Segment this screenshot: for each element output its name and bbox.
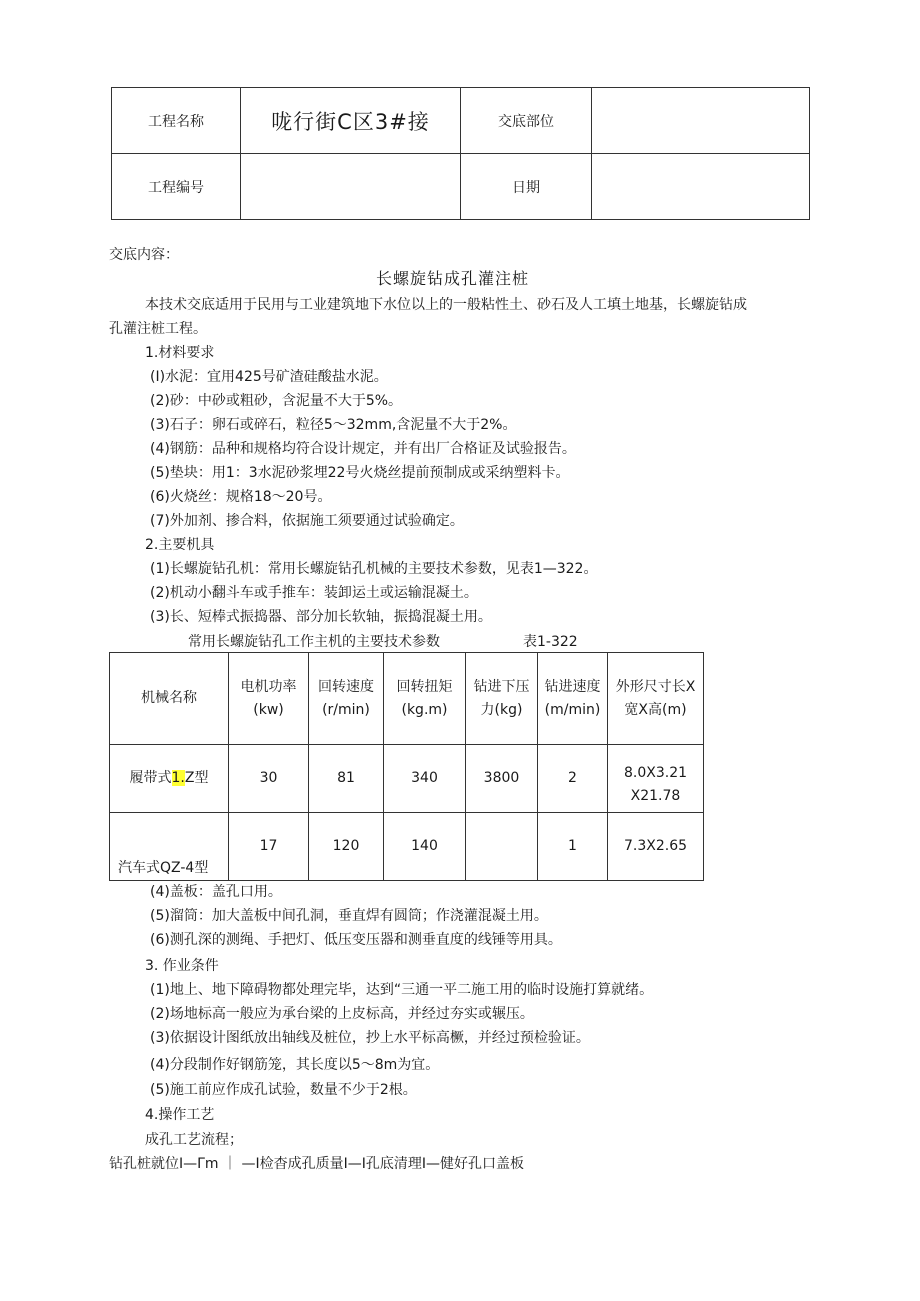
- cell-dims-line: X21.78: [630, 787, 681, 804]
- col-header-pressure: [466, 653, 538, 745]
- table-number: 表1-322: [523, 634, 578, 650]
- col-header-text: 外形尺寸长X: [615, 678, 696, 695]
- section-3-item: (3)依据设计图纸放出轴线及桩位，抄上水平标高橛，并经过预检验证。: [150, 1030, 590, 1046]
- col-header-dims: [608, 653, 704, 745]
- section-3-item: (1)地上、地下障碍物都处理完毕，达到“三通一平二施工用的临时设施打算就绪。: [150, 982, 654, 998]
- col-header-torque: [384, 653, 466, 745]
- section-3-heading: 3. 作业条件: [145, 958, 219, 974]
- table-caption: 常用长螺旋钻孔工作主机的主要技术参数: [188, 634, 440, 650]
- col-header-drill-speed: [538, 653, 608, 745]
- cell-dims: 7.3X2.65: [608, 813, 704, 881]
- section-2-item: (4)盖板：盖孔口用。: [150, 884, 282, 900]
- section-3-item: (4)分段制作好钢筋笼，其长度以5～8m为宜。: [150, 1057, 440, 1073]
- col-header-name: [110, 653, 229, 745]
- highlighted-text: 1.: [171, 770, 185, 786]
- cell-torque: 140: [384, 813, 466, 881]
- section-1-item: (7)外加剂、掺合料，依据施工须要通过试验确定。: [150, 513, 464, 529]
- col-header-text: 电机功率: [240, 678, 297, 695]
- section-1-item: (6)火烧丝：规格18～20号。: [150, 489, 332, 505]
- project-name-label: 工程名称: [112, 88, 241, 154]
- content-label: 交底内容：: [109, 247, 179, 263]
- col-header-text: 钻进速度: [544, 678, 601, 695]
- table-row: [110, 813, 704, 881]
- cell-power: 30: [229, 745, 309, 813]
- cell-name-suffix: Z型: [184, 770, 209, 786]
- section-1-item: (I)水泥：宜用425号矿渣硅酸盐水泥。: [150, 369, 388, 385]
- project-name-value: 咙行街C区3#接: [241, 88, 461, 154]
- section-2-item: (6)测孔深的测绳、手把灯、低压变压器和测垂直度的线锤等用具。: [150, 932, 562, 948]
- process-flow-line: 钻孔桩就位I—Γm ｜ —I检杳成孔质量I—I孔底清理I—健好孔口盖板: [109, 1156, 524, 1172]
- cell-torque: 340: [384, 745, 466, 813]
- project-no-value: [241, 154, 461, 220]
- section-2-item: (1)长螺旋钻孔机：常用长螺旋钻孔机械的主要技术参数，见表1—322。: [150, 561, 598, 577]
- date-value: [592, 154, 810, 220]
- cell-speed: 120: [309, 813, 384, 881]
- col-header-text: 钻进下压: [473, 678, 530, 695]
- cell-name: 汽车式QZ-4型: [110, 813, 229, 881]
- table-row: [110, 745, 704, 813]
- col-header-speed: [309, 653, 384, 745]
- col-header-power: [229, 653, 309, 745]
- section-1-item: (5)垫块：用1：3水泥砂浆埋22号火烧丝提前预制成或采纳塑料卡。: [150, 465, 570, 481]
- col-header-text: 回转扭矩: [396, 678, 453, 695]
- cell-drill-speed: 2: [538, 745, 608, 813]
- cell-pressure: [466, 813, 538, 881]
- section-2-item: (3)长、短棒式振捣器、部分加长软轴，振捣混凝土用。: [150, 609, 492, 625]
- col-header-text: 力(kg): [480, 701, 523, 718]
- cell-name: [110, 745, 229, 813]
- section-2-item: (2)机动小翻斗车或手推车：装卸运土或运输混凝土。: [150, 585, 478, 601]
- col-header-text: (kg.m): [401, 701, 448, 718]
- col-header-text: (m/min): [544, 701, 601, 718]
- cell-pressure: 3800: [466, 745, 538, 813]
- col-header-text: (r/min): [322, 701, 370, 718]
- section-1-item: (4)钢筋：品种和规格均符合设计规定，并有出厂合格证及试验报告。: [150, 441, 576, 457]
- header-row-2: [112, 154, 810, 220]
- section-2-item: (5)溜筒：加大盖板中间孔洞，垂直焊有圆筒；作浇灌混凝土用。: [150, 908, 548, 924]
- handover-part-value: [592, 88, 810, 154]
- document-title: 长螺旋钻成孔灌注桩: [376, 269, 530, 288]
- section-3-item: (2)场地标高一般应为承台梁的上皮标高，并经过夯实或辗压。: [150, 1006, 534, 1022]
- section-1-item: (3)石子：卵石或碎石，粒径5～32mm,含泥量不大于2%。: [150, 417, 517, 433]
- section-2-heading: 2.主要机具: [145, 537, 215, 553]
- cell-drill-speed: 1: [538, 813, 608, 881]
- section-4-heading: 4.操作工艺: [145, 1107, 215, 1123]
- flow-label: 成孔工艺流程；: [145, 1132, 243, 1148]
- cell-power: 17: [229, 813, 309, 881]
- section-3-item: (5)施工前应作成孔试验，数量不少于2根。: [150, 1082, 417, 1098]
- date-label: 日期: [461, 154, 592, 220]
- section-1-heading: 1.材料要求: [145, 345, 215, 361]
- header-table: [111, 87, 810, 220]
- intro-line-1: 本技术交底适用于民用与工业建筑地下水位以上的一般粘性土、砂石及人工填土地基，长螺旋钻成: [145, 297, 747, 313]
- col-header-text: 宽X高(m): [624, 701, 687, 718]
- project-no-label: 工程编号: [112, 154, 241, 220]
- col-header-text: (kw): [253, 701, 284, 718]
- spec-table: [109, 652, 704, 881]
- section-1-item: (2)砂：中砂或粗砂，含泥量不大于5%。: [150, 393, 403, 409]
- col-header-text: 机械名称: [141, 690, 197, 706]
- cell-name-prefix: 履带式: [129, 770, 172, 786]
- cell-dims: [608, 745, 704, 813]
- cell-speed: 81: [309, 745, 384, 813]
- spec-table-header-row: [110, 653, 704, 745]
- header-row-1: [112, 88, 810, 154]
- handover-part-label: 交底部位: [461, 88, 592, 154]
- intro-line-2: 孔灌注桩工程。: [109, 321, 207, 337]
- col-header-text: 回转速度: [318, 678, 374, 695]
- cell-dims-line: 8.0X3.21: [623, 764, 688, 781]
